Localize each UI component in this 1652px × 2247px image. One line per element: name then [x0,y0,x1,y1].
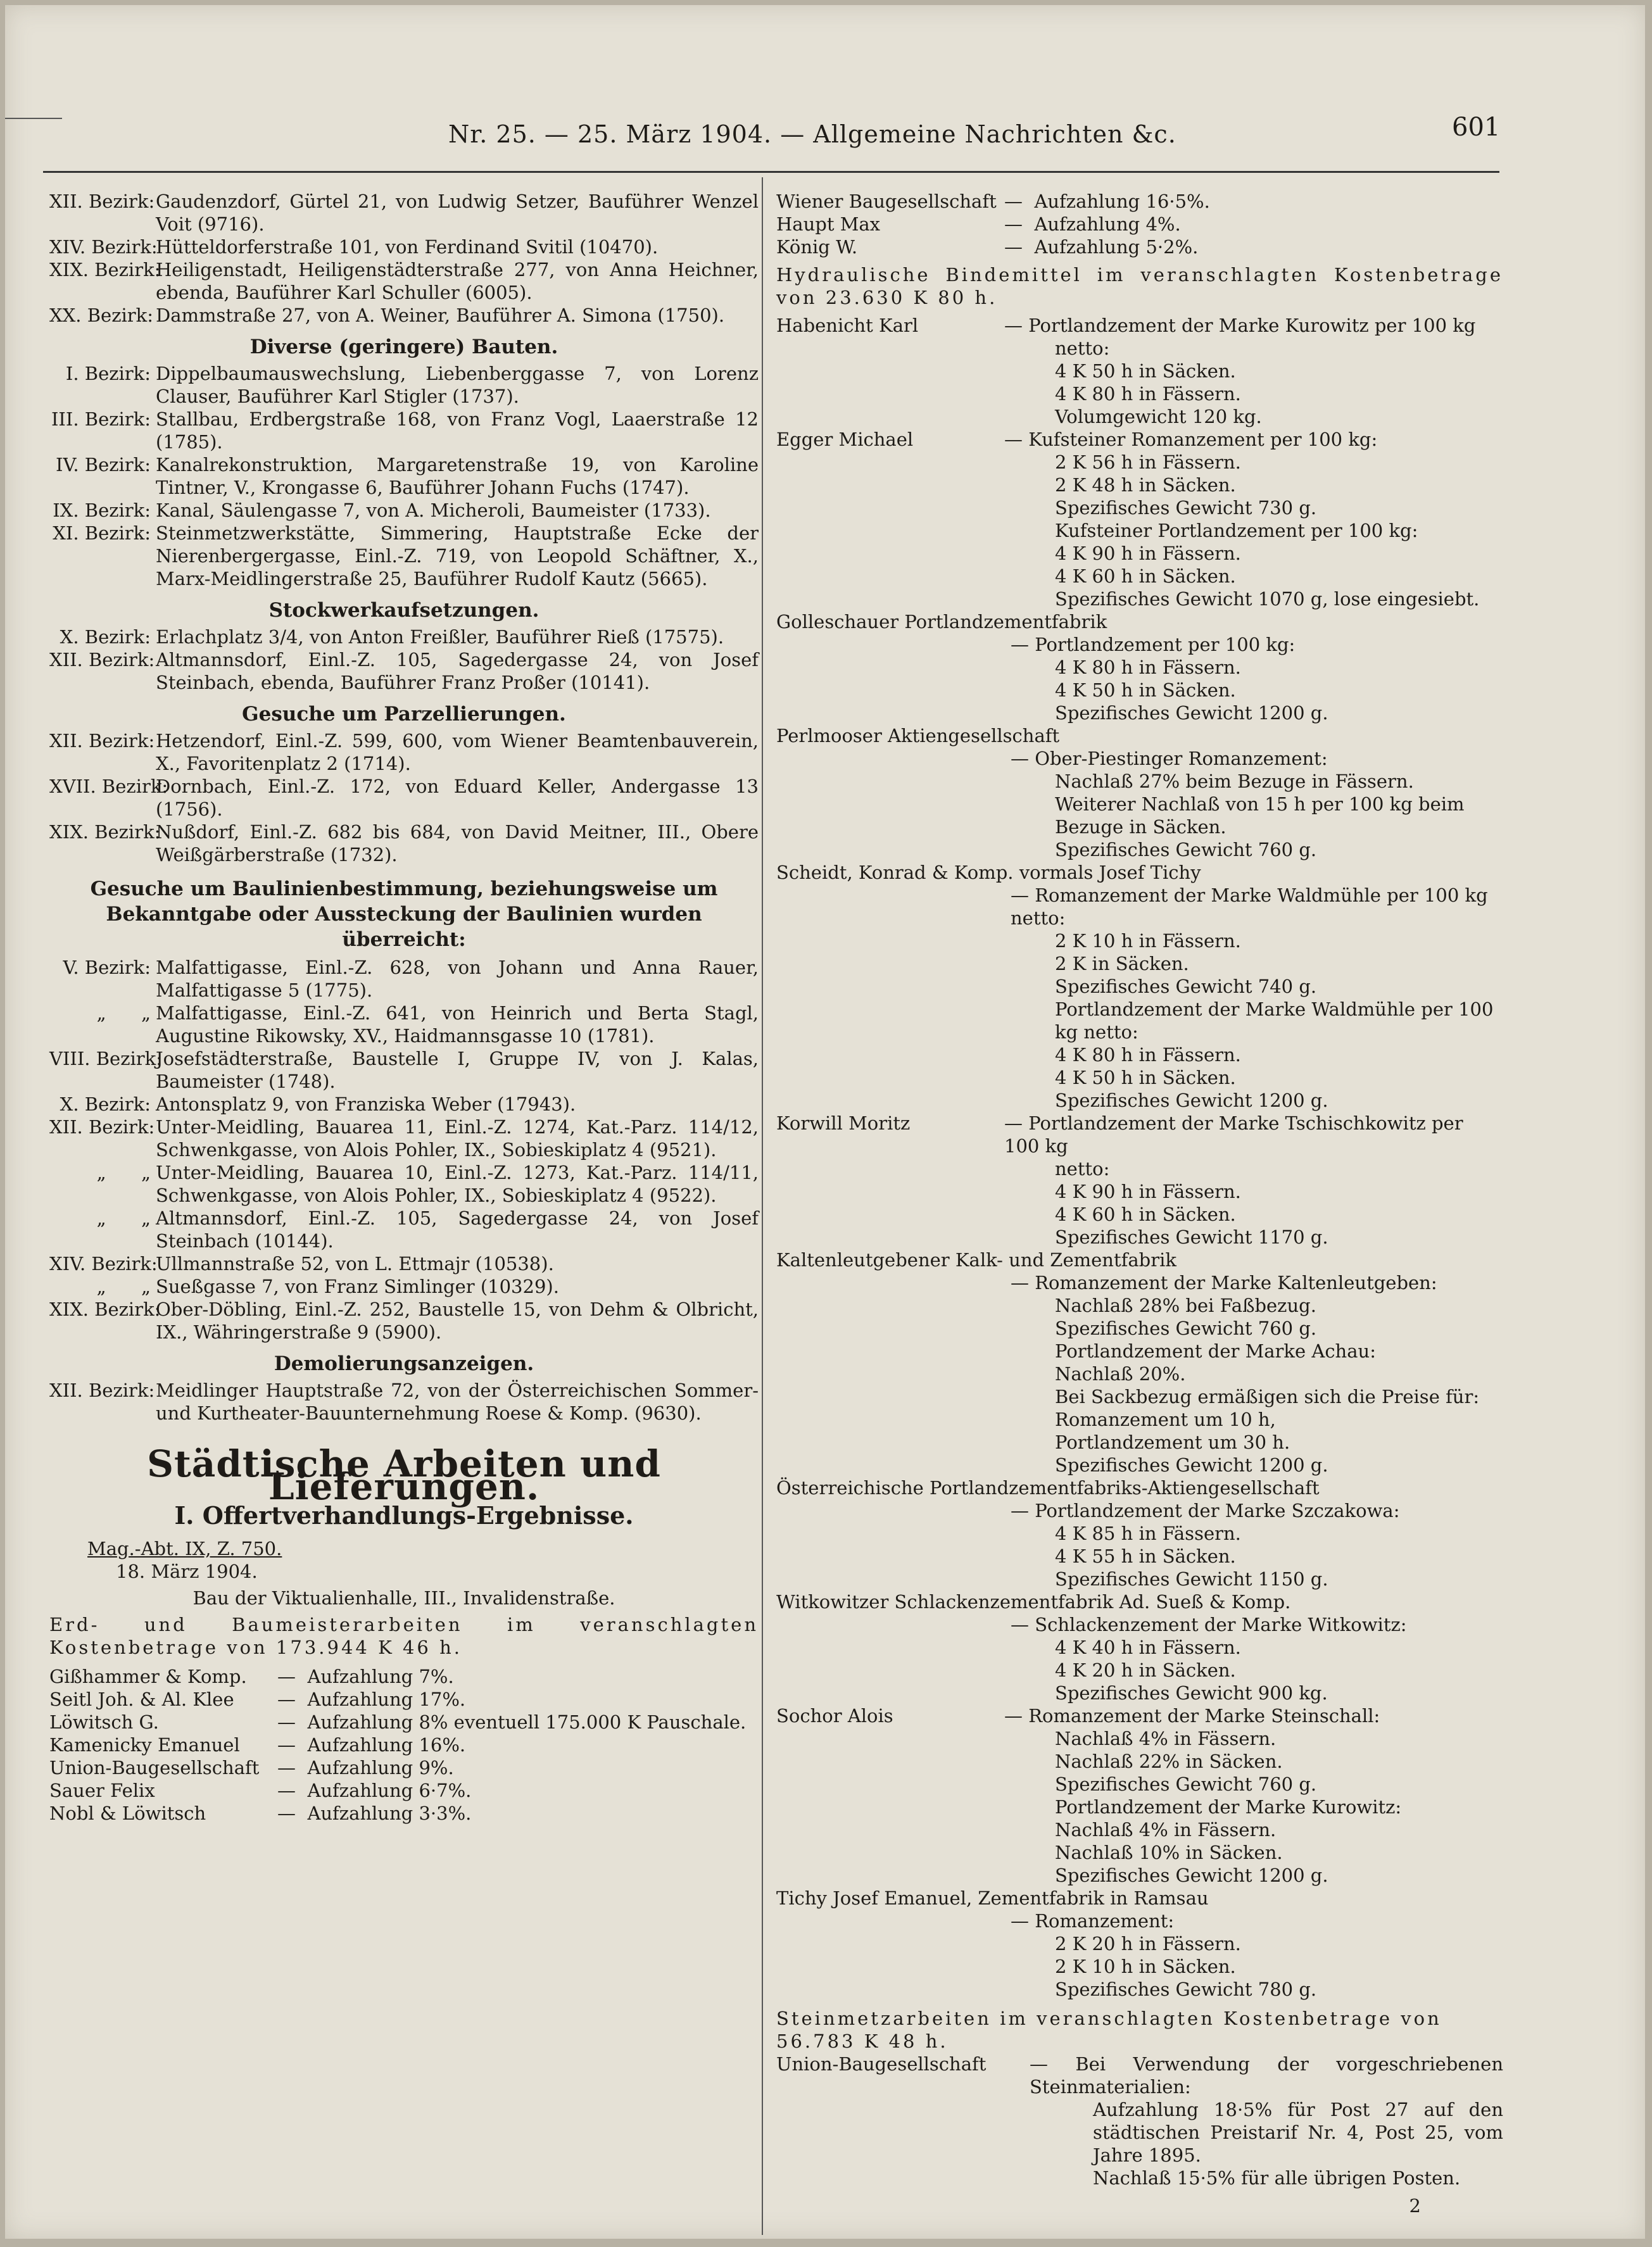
firm-line: Spezifisches Gewicht 730 g. [1055,497,1317,519]
firm-line: 4 K 50 h in Säcken. [1055,679,1236,701]
date: 18. März 1904. [116,1561,258,1582]
bezirk-label: III. Bezirk: [51,408,151,430]
bezirk-entry [49,408,759,453]
bid-table [776,190,1503,258]
bezirk-label: XIX. Bezirk: [49,259,161,280]
bid-row [49,1756,759,1779]
firm-line: Volumgewicht 120 kg. [1055,406,1262,427]
bidder-name: Sauer Felix [49,1780,155,1801]
firm-name: Sochor Alois [776,1705,893,1727]
bezirk-label: XII. Bezirk: [49,730,155,752]
firm-line: Portlandzement um 30 h. [1055,1432,1290,1453]
firm-entry [776,428,1503,610]
firm-line: 2 K 10 h in Säcken. [1055,1956,1236,1977]
bid-row [49,1779,759,1802]
firm-line: Nachlaß 4% in Fässern. [1055,1728,1277,1749]
bidder-name: Löwitsch G. [49,1711,159,1733]
bezirk-entry [49,729,759,775]
header-rule [43,171,1499,173]
bid-value: Aufzahlung 9%. [307,1757,454,1778]
bezirk-entry [49,1252,759,1275]
bezirk-label: X. Bezirk: [60,626,151,648]
entry-group [49,190,759,327]
section-title-stockwerk: Stockwerkaufsetzungen. [268,599,539,622]
bid-row [49,1734,759,1756]
firm-name: Korwill Moritz [776,1112,911,1134]
bidder-name: Gißhammer & Komp. [49,1666,247,1687]
entry-text: Unter-Meidling, Bauarea 10, Einl.-Z. 1273, Kat.-Parz. 114/11, Schwenkgasse, von Alois Pohler, IX., Sobieskiplatz 4 (9522). [156,1162,759,1206]
dash: — [1004,213,1035,235]
bezirk-label: XII. Bezirk: [49,191,155,212]
bezirk-label: XVII. Bezirk: [49,776,168,797]
union-details [776,2098,1503,2189]
bezirk-label: IX. Bezirk: [53,500,151,521]
firm-line: — Romanzement der Marke Kaltenleutgeben: [1011,1272,1437,1293]
bid-row [776,236,1503,258]
firm-name: Perlmooser Aktiengesellschaft [776,725,1060,746]
bezirk-entry [49,1298,759,1344]
entry-text: Altmannsdorf, Einl.-Z. 105, Sagedergasse 24, von Josef Steinbach, ebenda, Bauführer Franz Proßer (10141). [156,649,759,693]
firm-lead: — Portlandzement der Marke Kurowitz per 100 kg [1004,315,1476,336]
bid-row [49,1665,759,1688]
bezirk-entry [49,453,759,499]
firm-line: — Portlandzement per 100 kg: [1011,634,1296,655]
bezirk-entry [49,1093,759,1116]
entry-text: Stallbau, Erdbergstraße 168, von Franz Vogl, Laaerstraße 12 (1785). [156,408,759,453]
bidder-name: Union-Baugesellschaft [49,1757,260,1778]
firm-entry [776,724,1503,861]
firm-line: 4 K 80 h in Fässern. [1055,383,1241,405]
firm-line: 4 K 40 h in Fässern. [1055,1637,1241,1658]
bezirk-label: XII. Bezirk: [49,649,155,670]
firm-head [776,1887,1503,1910]
entry-text: Unter-Meidling, Bauarea 11, Einl.-Z. 1274, Kat.-Parz. 114/12, Schwenkgasse, von Alois Pohler, IX., Sobieskiplatz 4 (9521). [156,1116,759,1161]
firm-head [776,1590,1503,1613]
firm-line: Kufsteiner Portlandzement per 100 kg: [1055,520,1418,541]
dash: — [1004,191,1035,212]
firm-line: 2 K 48 h in Säcken. [1055,474,1236,496]
bid-value: Aufzahlung 4%. [1034,213,1181,235]
bezirk-entry [49,1002,759,1047]
bid-row [49,1688,759,1711]
entry-text: Malfattigasse, Einl.-Z. 641, von Heinrich und Berta Stagl, Augustine Rikowsky, XV., Haidmannsgasse 10 (1781). [156,1002,759,1047]
firm-entry [776,314,1503,428]
entry-text: Dornbach, Einl.-Z. 172, von Eduard Keller, Andergasse 13 (1756). [156,776,759,820]
section-title-diverse: Diverse (geringere) Bauten. [249,336,558,358]
page-number: 601 [1452,113,1501,142]
entry-group [49,626,759,694]
firm-line: Portlandzement der Marke Achau: [1055,1340,1376,1362]
bid-row [776,190,1503,213]
firm-line: Spezifisches Gewicht 760 g. [1055,839,1317,860]
dash: — [1004,236,1035,258]
firm-lead: — Portlandzement der Marke Tschischkowitz per 100 kg [1004,1112,1463,1157]
firm-entry [776,861,1503,1112]
entry-text: Ullmannstraße 52, von L. Ettmajr (10538). [156,1253,554,1275]
bezirk-entry [49,1161,759,1207]
bezirk-label: „ „ [96,1207,151,1229]
firm-head [776,314,1503,337]
bezirk-label: IV. Bezirk: [56,454,151,475]
firm-line: Spezifisches Gewicht 1070 g, lose eingesiebt. [1055,588,1480,610]
bezirk-entry [49,258,759,304]
firm-entry [776,1887,1503,2001]
bezirk-entry [49,499,759,522]
firm-line: Spezifisches Gewicht 1200 g. [1055,702,1328,724]
firm-head [776,724,1503,747]
firm-line: 4 K 80 h in Fässern. [1055,1044,1241,1066]
firm-head [776,428,1503,451]
bezirk-label: XX. Bezirk: [49,305,153,326]
dash: — [277,1666,308,1687]
document-page [5,5,1645,2239]
entry-text: Hütteldorferstraße 101, von Ferdinand Svitil (10470). [156,236,659,258]
firm-line: — Romanzement der Marke Waldmühle per 100 kg netto: [1011,884,1488,929]
firm-line: 4 K 60 h in Säcken. [1055,1204,1236,1225]
entry-text: Altmannsdorf, Einl.-Z. 105, Sagedergasse 24, von Josef Steinbach (10144). [156,1207,759,1252]
firm-line: Spezifisches Gewicht 1200 g. [1055,1090,1328,1111]
bezirk-label: „ „ [96,1276,151,1297]
firm-name: Scheidt, Konrad & Komp. vormals Josef Tichy [776,862,1201,883]
entry-text: Meidlinger Hauptstraße 72, von der Österreichischen Sommer- und Kurtheater-Bauunternehmung Roese & Komp. (9630). [156,1380,759,1424]
stein-intro: Steinmetzarbeiten im veranschlagten Kostenbetrage von 56.783 K 48 h. [776,2008,1442,2052]
firm-line: Nachlaß 10% in Säcken. [1055,1842,1283,1863]
firm-line: — Ober-Piestinger Romanzement: [1011,748,1328,769]
bezirk-label: XII. Bezirk: [49,1380,155,1401]
firm-entry [776,1476,1503,1590]
entry-text: Malfattigasse, Einl.-Z. 628, von Johann und Anna Rauer, Malfattigasse 5 (1775). [156,957,759,1001]
bidder-name: Haupt Max [776,213,881,235]
union-line: Aufzahlung 18·5% für Post 27 auf den städtischen Preistarif Nr. 4, Post 25, vom Jahre 1895. [1093,2099,1503,2166]
union-line: Nachlaß 15·5% für alle übrigen Posten. [1093,2167,1461,2189]
dash: — [277,1780,308,1801]
firm-line: netto: [1055,337,1110,359]
bezirk-entry [49,1047,759,1093]
section-title-parzellierungen: Gesuche um Parzellierungen. [242,703,566,726]
firm-line: Bei Sackbezug ermäßigen sich die Preise für: [1055,1386,1480,1407]
entry-group [49,1379,759,1425]
firm-entry [776,1112,1503,1249]
bezirk-entry [49,648,759,694]
bidder-name: Nobl & Löwitsch [49,1803,206,1824]
entry-group [49,362,759,590]
main-heading: Städtische Arbeiten und Lieferungen. [147,1442,661,1508]
firm-line: 4 K 50 h in Säcken. [1055,360,1236,382]
firm-line: Spezifisches Gewicht 1150 g. [1055,1568,1328,1590]
bezirk-label: V. Bezirk: [63,957,151,978]
entry-text: Ober-Döbling, Einl.-Z. 252, Baustelle 15, von Dehm & Olbricht, IX., Währingerstraße 9 (5900). [156,1299,759,1343]
bid-row [49,1711,759,1734]
bezirk-label: „ „ [96,1162,151,1183]
firm-name: Österreichische Portlandzementfabriks-Aktiengesellschaft [776,1477,1320,1499]
firm-line: 2 K 20 h in Fässern. [1055,1933,1241,1954]
bidder-name: Seitl Joh. & Al. Klee [49,1689,234,1710]
entry-text: Gaudenzdorf, Gürtel 21, von Ludwig Setzer, Bauführer Wenzel Voit (9716). [156,191,759,235]
bid-value: Aufzahlung 3·3%. [307,1803,472,1824]
dash: — [277,1711,308,1733]
firm-line: Romanzement um 10 h, [1055,1409,1276,1430]
left-column [49,190,759,1825]
firm-name: Habenicht Karl [776,315,919,336]
firm-line: Spezifisches Gewicht 1200 g. [1055,1454,1328,1476]
entry-text: Sueßgasse 7, von Franz Simlinger (10329). [156,1276,559,1297]
bezirk-entry [49,362,759,408]
bid-value: Aufzahlung 17%. [307,1689,466,1710]
firm-name: Egger Michael [776,429,914,450]
bezirk-entry [49,522,759,590]
firm-line: Spezifisches Gewicht 1170 g. [1055,1226,1328,1248]
bid-row [49,1802,759,1825]
firm-line: Nachlaß 27% beim Bezuge in Fässern. [1055,771,1414,792]
firm-line: Spezifisches Gewicht 740 g. [1055,976,1317,997]
bezirk-entry [49,1379,759,1425]
firm-head [776,1249,1503,1271]
running-title: Nr. 25. — 25. März 1904. — Allgemeine Nachrichten &c. [448,120,1176,148]
column-divider [762,177,763,2235]
firm-entry [776,1249,1503,1476]
firm-line: — Portlandzement der Marke Szczakowa: [1011,1500,1400,1521]
firm-head [776,610,1503,633]
bid-value: Aufzahlung 7%. [307,1666,454,1687]
bezirk-entry [49,190,759,236]
firm-lead: — Bei Verwendung der vorgeschriebenen Steinmaterialien: [1030,2053,1503,2098]
firm-line: — Romanzement: [1011,1910,1175,1932]
entry-text: Kanal, Säulengasse 7, von A. Micheroli, Baumeister (1733). [156,500,711,521]
entry-text: Nußdorf, Einl.-Z. 682 bis 684, von David Meitner, III., Obere Weißgärberstraße (1732). [156,821,759,865]
firm-line: 2 K in Säcken. [1055,953,1189,974]
entry-text: Steinmetzwerkstätte, Simmering, Hauptstraße Ecke der Nierenbergergasse, Einl.-Z. 719, von Leopold Schäftner, X., Marx-Meidlingerstraße 25, Bauführer Rudolf Kautz (5665). [156,522,759,589]
firm-line: Nachlaß 22% in Säcken. [1055,1751,1283,1772]
reference: Mag.-Abt. IX, Z. 750. [87,1538,282,1559]
firm-line: Spezifisches Gewicht 900 kg. [1055,1682,1328,1704]
firm-line: 2 K 10 h in Fässern. [1055,930,1241,952]
bezirk-entry [49,304,759,327]
bid-table [49,1665,759,1825]
bezirk-entry [49,236,759,258]
entry-group [49,956,759,1344]
project-title: Bau der Viktualienhalle, III., Invalidenstraße. [192,1587,615,1609]
firm-list [776,314,1503,2001]
firm-entry [776,1704,1503,1887]
entry-text: Josefstädterstraße, Baustelle I, Gruppe IV, von J. Kalas, Baumeister (1748). [156,1048,759,1092]
sub-heading: I. Offertverhandlungs-Ergebnisse. [174,1501,634,1530]
bezirk-label: I. Bezirk: [65,363,151,384]
bid-value: Aufzahlung 16%. [307,1734,466,1756]
firm-line: Weiterer Nachlaß von 15 h per 100 kg beim Bezuge in Säcken. [1055,793,1465,838]
firm-line: Spezifisches Gewicht 760 g. [1055,1318,1317,1339]
firm-line: Nachlaß 4% in Fässern. [1055,1819,1277,1841]
bid-row [776,213,1503,236]
firm-name: Tichy Josef Emanuel, Zementfabrik in Ramsau [776,1887,1209,1909]
dash: — [277,1689,308,1710]
firm-line: 4 K 55 h in Säcken. [1055,1545,1236,1567]
entry-text: Dammstraße 27, von A. Weiner, Bauführer A. Simona (1750). [156,305,725,326]
bezirk-entry [49,1275,759,1298]
bidder-name: König W. [776,236,858,258]
bezirk-label: XII. Bezirk: [49,1116,155,1138]
entry-text: Erlachplatz 3/4, von Anton Freißler, Bauführer Rieß (17575). [156,626,724,648]
section-title-baulinien: Gesuche um Baulinienbestimmung, beziehungsweise um Bekanntgabe oder Aussteckung der Baulinien wurden überreicht: [90,878,718,951]
hydr-intro: Hydraulische Bindemittel im veranschlagten Kostenbetrage von 23.630 K 80 h. [776,264,1503,308]
firm-line: 2 K 56 h in Fässern. [1055,451,1241,473]
firm-line: Portlandzement der Marke Waldmühle per 100 kg netto: [1055,998,1494,1043]
bid-value: Aufzahlung 5·2%. [1034,236,1199,258]
firm-line: — Schlackenzement der Marke Witkowitz: [1011,1614,1407,1635]
bezirk-entry [49,775,759,821]
entry-text: Kanalrekonstruktion, Margaretenstraße 19, von Karoline Tintner, V., Krongasse 6, Bauführer Johann Fuchs (1747). [156,454,759,498]
firm-entry [776,1590,1503,1704]
dash: — [277,1734,308,1756]
bezirk-entry [49,626,759,648]
bidder-name: Wiener Baugesellschaft [776,191,997,212]
firm-line: 4 K 60 h in Säcken. [1055,565,1236,587]
firm-line: 4 K 80 h in Fässern. [1055,657,1241,678]
bezirk-label: X. Bezirk: [60,1093,151,1115]
entry-group [49,729,759,866]
firm-line: 4 K 90 h in Fässern. [1055,543,1241,564]
bezirk-label: XIV. Bezirk: [49,236,158,258]
firm-line: Spezifisches Gewicht 780 g. [1055,1979,1317,2000]
union-row [776,2053,1503,2098]
section-title-demolierung: Demolierungsanzeigen. [274,1352,534,1375]
bezirk-label: XIX. Bezirk: [49,1299,161,1320]
bidder-name: Kamenicky Emanuel [49,1734,240,1756]
firm-line: 4 K 90 h in Fässern. [1055,1181,1241,1202]
firm-line: 4 K 50 h in Säcken. [1055,1067,1236,1088]
firm-head [776,1476,1503,1499]
bezirk-entry [49,956,759,1002]
bezirk-label: „ „ [96,1002,151,1024]
firm-line: Spezifisches Gewicht 1200 g. [1055,1865,1328,1886]
firm-name: Kaltenleutgebener Kalk- und Zementfabrik [776,1249,1176,1271]
firm-entry [776,610,1503,724]
firm-line: netto: [1055,1158,1110,1180]
firm-name: Union-Baugesellschaft [776,2053,987,2075]
firm-line: Portlandzement der Marke Kurowitz: [1055,1796,1402,1818]
dash: — [277,1757,308,1778]
dash: — [277,1803,308,1824]
entry-text: Heiligenstadt, Heiligenstädterstraße 277, von Anna Heichner, ebenda, Bauführer Karl Schuller (6005). [156,259,759,303]
firm-name: Golleschauer Portlandzementfabrik [776,611,1107,633]
bezirk-label: XIV. Bezirk: [49,1253,158,1275]
entry-text: Hetzendorf, Einl.-Z. 599, 600, vom Wiener Beamtenbauverein, X., Favoritenplatz 2 (1714). [156,730,759,774]
bezirk-entry [49,1116,759,1161]
firm-line: 4 K 20 h in Säcken. [1055,1659,1236,1681]
right-column [776,190,1503,2217]
bid-value: Aufzahlung 16·5%. [1034,191,1210,212]
firm-lead: — Romanzement der Marke Steinschall: [1004,1705,1380,1727]
bezirk-entry [49,1207,759,1252]
bid-value: Aufzahlung 8% eventuell 175.000 K Pauschale. [307,1711,747,1733]
firm-line: Nachlaß 20%. [1055,1363,1186,1385]
firm-lead: — Kufsteiner Romanzement per 100 kg: [1004,429,1378,450]
firm-head [776,1112,1503,1157]
firm-head [776,861,1503,884]
bezirk-label: VIII. Bezirk: [49,1048,162,1069]
bezirk-label: XIX. Bezirk: [49,821,161,843]
bezirk-entry [49,821,759,866]
bezirk-label: XI. Bezirk: [53,522,151,544]
firm-line: Spezifisches Gewicht 760 g. [1055,1773,1317,1795]
firm-head [776,1704,1503,1727]
firm-line: 4 K 85 h in Fässern. [1055,1523,1241,1544]
footer-number: 2 [1409,2195,1421,2217]
erd-intro: Erd- und Baumeisterarbeiten im veranschlagten Kostenbetrage von 173.944 K 46 h. [49,1614,759,1658]
header-rule-left [5,118,62,119]
firm-name: Witkowitzer Schlackenzementfabrik Ad. Sueß & Komp. [776,1591,1291,1613]
bid-value: Aufzahlung 6·7%. [307,1780,472,1801]
entry-text: Dippelbaumauswechslung, Liebenberggasse 7, von Lorenz Clauser, Bauführer Karl Stigler (1737). [156,363,759,407]
firm-line: Nachlaß 28% bei Faßbezug. [1055,1295,1316,1316]
entry-text: Antonsplatz 9, von Franziska Weber (17943). [156,1093,576,1115]
